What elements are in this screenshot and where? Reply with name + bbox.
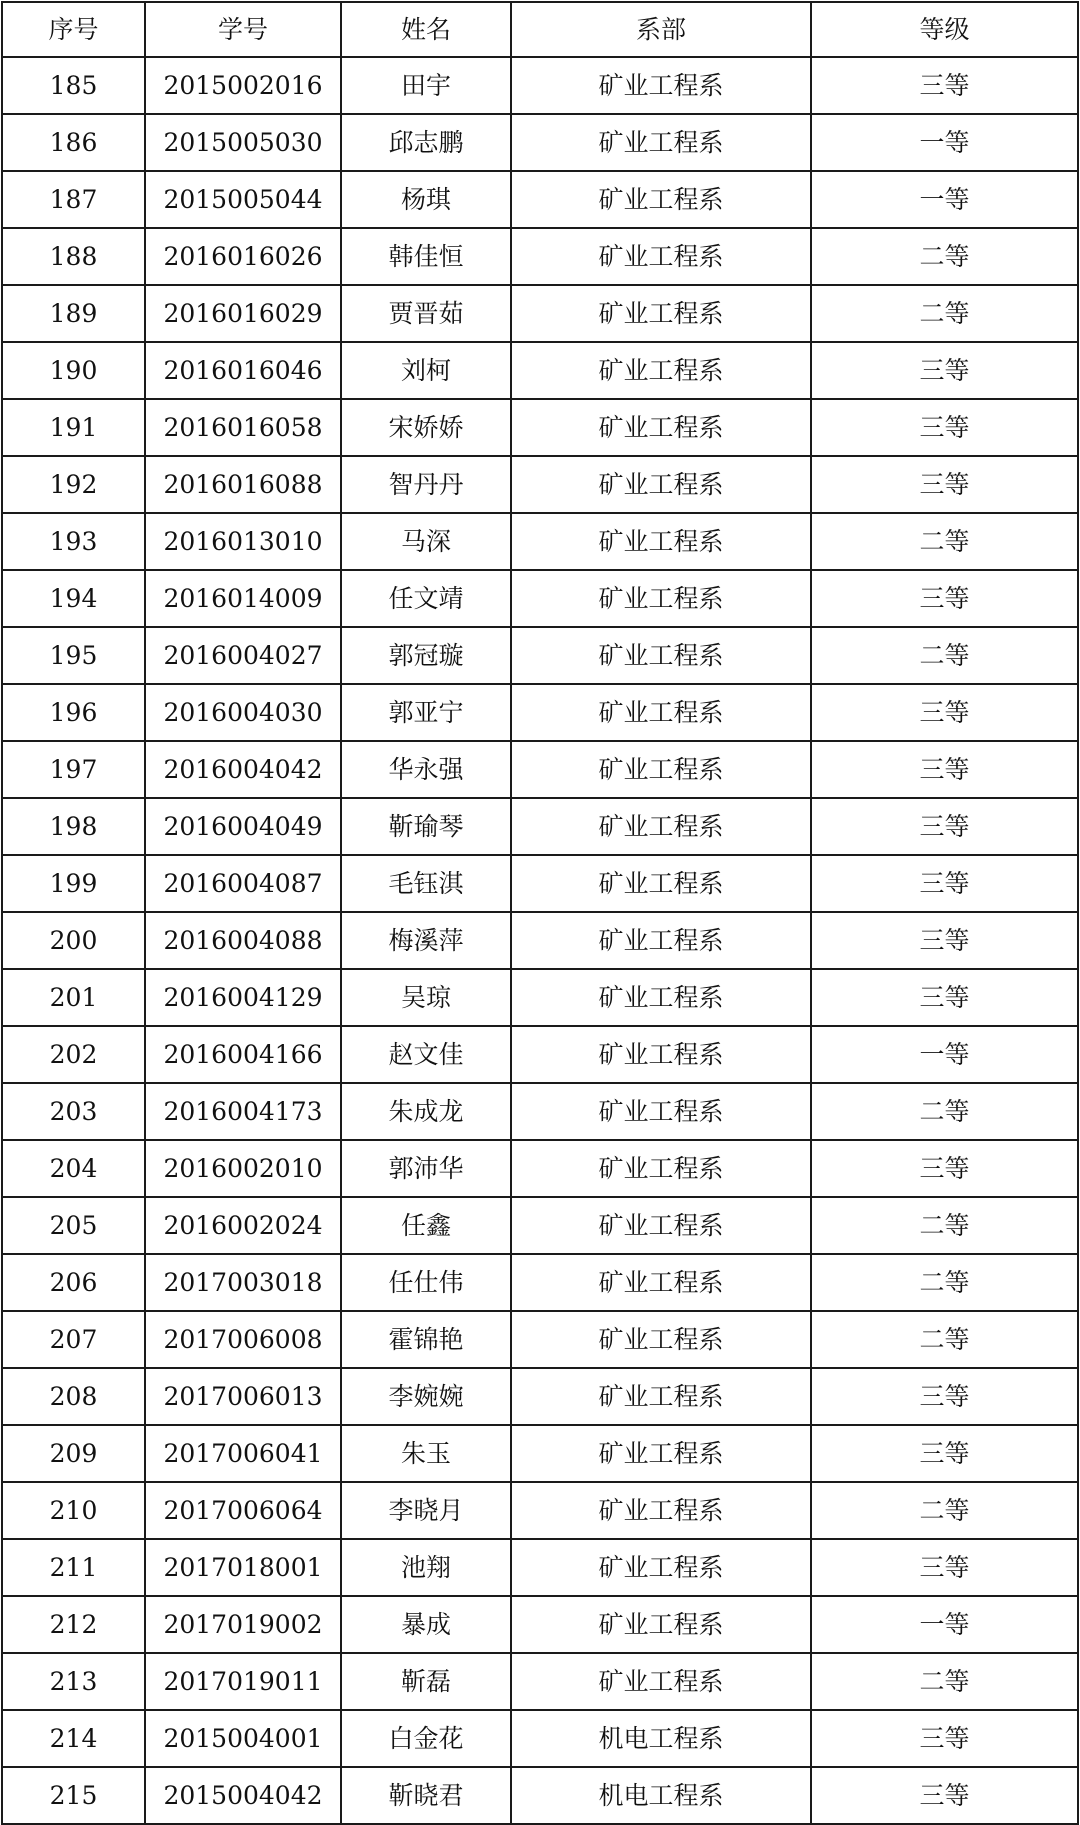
cell-seq: 190 bbox=[2, 342, 145, 399]
cell-grade: 二等 bbox=[811, 1083, 1078, 1140]
cell-grade: 二等 bbox=[811, 228, 1078, 285]
table-header bbox=[2, 2, 1078, 57]
cell-department: 矿业工程系 bbox=[511, 1425, 811, 1482]
cell-seq: 197 bbox=[2, 741, 145, 798]
cell-seq: 203 bbox=[2, 1083, 145, 1140]
cell-name: 任鑫 bbox=[341, 1197, 511, 1254]
cell-grade: 三等 bbox=[811, 399, 1078, 456]
cell-grade: 三等 bbox=[811, 1710, 1078, 1767]
header-row bbox=[2, 2, 1078, 57]
cell-grade: 三等 bbox=[811, 1425, 1078, 1482]
cell-student-id: 2016002024 bbox=[145, 1197, 341, 1254]
cell-seq: 187 bbox=[2, 171, 145, 228]
cell-name: 梅溪萍 bbox=[341, 912, 511, 969]
cell-seq: 199 bbox=[2, 855, 145, 912]
cell-seq: 206 bbox=[2, 1254, 145, 1311]
cell-name: 毛钰淇 bbox=[341, 855, 511, 912]
cell-department: 矿业工程系 bbox=[511, 855, 811, 912]
cell-seq: 207 bbox=[2, 1311, 145, 1368]
cell-department: 矿业工程系 bbox=[511, 1368, 811, 1425]
table-row bbox=[2, 1311, 1078, 1368]
cell-grade: 二等 bbox=[811, 1482, 1078, 1539]
cell-student-id: 2016004042 bbox=[145, 741, 341, 798]
cell-grade: 一等 bbox=[811, 1596, 1078, 1653]
cell-name: 靳磊 bbox=[341, 1653, 511, 1710]
cell-grade: 三等 bbox=[811, 969, 1078, 1026]
table-row bbox=[2, 1368, 1078, 1425]
cell-department: 矿业工程系 bbox=[511, 513, 811, 570]
cell-student-id: 2017006041 bbox=[145, 1425, 341, 1482]
cell-student-id: 2016016088 bbox=[145, 456, 341, 513]
cell-department: 矿业工程系 bbox=[511, 1539, 811, 1596]
cell-grade: 二等 bbox=[811, 285, 1078, 342]
cell-grade: 三等 bbox=[811, 855, 1078, 912]
cell-student-id: 2016004173 bbox=[145, 1083, 341, 1140]
cell-student-id: 2017006064 bbox=[145, 1482, 341, 1539]
cell-grade: 三等 bbox=[811, 798, 1078, 855]
cell-department: 机电工程系 bbox=[511, 1710, 811, 1767]
cell-grade: 三等 bbox=[811, 1539, 1078, 1596]
table-row bbox=[2, 1026, 1078, 1083]
cell-grade: 三等 bbox=[811, 912, 1078, 969]
cell-department: 矿业工程系 bbox=[511, 57, 811, 114]
cell-department: 矿业工程系 bbox=[511, 570, 811, 627]
cell-student-id: 2017006008 bbox=[145, 1311, 341, 1368]
table-row bbox=[2, 228, 1078, 285]
cell-department: 矿业工程系 bbox=[511, 114, 811, 171]
cell-name: 朱成龙 bbox=[341, 1083, 511, 1140]
cell-student-id: 2016016058 bbox=[145, 399, 341, 456]
cell-seq: 210 bbox=[2, 1482, 145, 1539]
cell-grade: 二等 bbox=[811, 1197, 1078, 1254]
cell-student-id: 2016004027 bbox=[145, 627, 341, 684]
cell-name: 靳瑜琴 bbox=[341, 798, 511, 855]
cell-department: 矿业工程系 bbox=[511, 969, 811, 1026]
cell-grade: 二等 bbox=[811, 1653, 1078, 1710]
table-row bbox=[2, 1425, 1078, 1482]
cell-student-id: 2016004166 bbox=[145, 1026, 341, 1083]
table-row bbox=[2, 798, 1078, 855]
table-row bbox=[2, 1539, 1078, 1596]
cell-seq: 186 bbox=[2, 114, 145, 171]
cell-name: 霍锦艳 bbox=[341, 1311, 511, 1368]
cell-name: 李晓月 bbox=[341, 1482, 511, 1539]
cell-department: 矿业工程系 bbox=[511, 399, 811, 456]
cell-department: 矿业工程系 bbox=[511, 1482, 811, 1539]
table-row bbox=[2, 1254, 1078, 1311]
cell-student-id: 2016002010 bbox=[145, 1140, 341, 1197]
cell-seq: 214 bbox=[2, 1710, 145, 1767]
cell-name: 华永强 bbox=[341, 741, 511, 798]
cell-seq: 209 bbox=[2, 1425, 145, 1482]
cell-department: 矿业工程系 bbox=[511, 798, 811, 855]
cell-student-id: 2016004129 bbox=[145, 969, 341, 1026]
cell-seq: 205 bbox=[2, 1197, 145, 1254]
cell-name: 宋娇娇 bbox=[341, 399, 511, 456]
cell-grade: 三等 bbox=[811, 342, 1078, 399]
table-row bbox=[2, 456, 1078, 513]
cell-grade: 二等 bbox=[811, 1254, 1078, 1311]
table-row bbox=[2, 1710, 1078, 1767]
cell-student-id: 2016013010 bbox=[145, 513, 341, 570]
cell-grade: 三等 bbox=[811, 456, 1078, 513]
cell-name: 吴琼 bbox=[341, 969, 511, 1026]
cell-student-id: 2015002016 bbox=[145, 57, 341, 114]
cell-student-id: 2015005044 bbox=[145, 171, 341, 228]
cell-department: 矿业工程系 bbox=[511, 1083, 811, 1140]
cell-student-id: 2016004030 bbox=[145, 684, 341, 741]
table-row bbox=[2, 114, 1078, 171]
cell-department: 矿业工程系 bbox=[511, 171, 811, 228]
cell-student-id: 2015005030 bbox=[145, 114, 341, 171]
cell-student-id: 2016016029 bbox=[145, 285, 341, 342]
cell-name: 刘柯 bbox=[341, 342, 511, 399]
table-row bbox=[2, 1083, 1078, 1140]
cell-department: 矿业工程系 bbox=[511, 1311, 811, 1368]
table-row bbox=[2, 513, 1078, 570]
cell-name: 田宇 bbox=[341, 57, 511, 114]
cell-department: 矿业工程系 bbox=[511, 684, 811, 741]
cell-grade: 一等 bbox=[811, 171, 1078, 228]
cell-seq: 215 bbox=[2, 1767, 145, 1824]
cell-name: 郭冠璇 bbox=[341, 627, 511, 684]
cell-name: 杨琪 bbox=[341, 171, 511, 228]
table-row bbox=[2, 855, 1078, 912]
cell-seq: 192 bbox=[2, 456, 145, 513]
cell-name: 韩佳恒 bbox=[341, 228, 511, 285]
cell-student-id: 2017003018 bbox=[145, 1254, 341, 1311]
table-row bbox=[2, 1482, 1078, 1539]
header-name: 姓名 bbox=[341, 2, 511, 57]
cell-grade: 三等 bbox=[811, 741, 1078, 798]
table-row bbox=[2, 1140, 1078, 1197]
cell-seq: 188 bbox=[2, 228, 145, 285]
table-row bbox=[2, 342, 1078, 399]
cell-name: 郭亚宁 bbox=[341, 684, 511, 741]
cell-name: 任文靖 bbox=[341, 570, 511, 627]
table-row bbox=[2, 285, 1078, 342]
cell-seq: 208 bbox=[2, 1368, 145, 1425]
cell-seq: 195 bbox=[2, 627, 145, 684]
cell-seq: 200 bbox=[2, 912, 145, 969]
cell-department: 矿业工程系 bbox=[511, 741, 811, 798]
cell-student-id: 2016014009 bbox=[145, 570, 341, 627]
cell-grade: 一等 bbox=[811, 1026, 1078, 1083]
cell-name: 李婉婉 bbox=[341, 1368, 511, 1425]
cell-seq: 198 bbox=[2, 798, 145, 855]
cell-department: 矿业工程系 bbox=[511, 627, 811, 684]
cell-department: 矿业工程系 bbox=[511, 285, 811, 342]
cell-name: 朱玉 bbox=[341, 1425, 511, 1482]
header-grade: 等级 bbox=[811, 2, 1078, 57]
cell-student-id: 2017018001 bbox=[145, 1539, 341, 1596]
cell-student-id: 2017019002 bbox=[145, 1596, 341, 1653]
cell-grade: 二等 bbox=[811, 513, 1078, 570]
cell-grade: 三等 bbox=[811, 57, 1078, 114]
table-row bbox=[2, 1767, 1078, 1824]
cell-student-id: 2017006013 bbox=[145, 1368, 341, 1425]
cell-seq: 202 bbox=[2, 1026, 145, 1083]
cell-name: 贾晋茹 bbox=[341, 285, 511, 342]
header-student-id: 学号 bbox=[145, 2, 341, 57]
table-row bbox=[2, 1596, 1078, 1653]
table-row bbox=[2, 399, 1078, 456]
cell-student-id: 2015004001 bbox=[145, 1710, 341, 1767]
table-row bbox=[2, 570, 1078, 627]
cell-seq: 193 bbox=[2, 513, 145, 570]
cell-name: 马深 bbox=[341, 513, 511, 570]
cell-seq: 212 bbox=[2, 1596, 145, 1653]
student-award-table bbox=[1, 1, 1079, 1825]
cell-seq: 204 bbox=[2, 1140, 145, 1197]
cell-department: 矿业工程系 bbox=[511, 1026, 811, 1083]
cell-grade: 三等 bbox=[811, 570, 1078, 627]
cell-seq: 185 bbox=[2, 57, 145, 114]
cell-student-id: 2016004049 bbox=[145, 798, 341, 855]
cell-seq: 213 bbox=[2, 1653, 145, 1710]
cell-seq: 196 bbox=[2, 684, 145, 741]
cell-seq: 191 bbox=[2, 399, 145, 456]
table-row bbox=[2, 1653, 1078, 1710]
cell-name: 池翔 bbox=[341, 1539, 511, 1596]
cell-grade: 二等 bbox=[811, 1311, 1078, 1368]
cell-name: 白金花 bbox=[341, 1710, 511, 1767]
cell-student-id: 2016016046 bbox=[145, 342, 341, 399]
table-row bbox=[2, 57, 1078, 114]
cell-name: 郭沛华 bbox=[341, 1140, 511, 1197]
cell-seq: 194 bbox=[2, 570, 145, 627]
cell-department: 矿业工程系 bbox=[511, 228, 811, 285]
table-row bbox=[2, 741, 1078, 798]
table-row bbox=[2, 1197, 1078, 1254]
cell-department: 矿业工程系 bbox=[511, 912, 811, 969]
cell-seq: 201 bbox=[2, 969, 145, 1026]
cell-student-id: 2017019011 bbox=[145, 1653, 341, 1710]
table-row bbox=[2, 912, 1078, 969]
cell-name: 任仕伟 bbox=[341, 1254, 511, 1311]
table-row bbox=[2, 684, 1078, 741]
cell-department: 矿业工程系 bbox=[511, 1596, 811, 1653]
cell-department: 矿业工程系 bbox=[511, 1653, 811, 1710]
cell-department: 机电工程系 bbox=[511, 1767, 811, 1824]
cell-name: 智丹丹 bbox=[341, 456, 511, 513]
table-row bbox=[2, 627, 1078, 684]
cell-department: 矿业工程系 bbox=[511, 1197, 811, 1254]
cell-student-id: 2016016026 bbox=[145, 228, 341, 285]
header-seq: 序号 bbox=[2, 2, 145, 57]
cell-student-id: 2016004087 bbox=[145, 855, 341, 912]
cell-department: 矿业工程系 bbox=[511, 1140, 811, 1197]
cell-seq: 189 bbox=[2, 285, 145, 342]
header-department: 系部 bbox=[511, 2, 811, 57]
cell-grade: 一等 bbox=[811, 114, 1078, 171]
cell-department: 矿业工程系 bbox=[511, 1254, 811, 1311]
cell-grade: 二等 bbox=[811, 627, 1078, 684]
cell-seq: 211 bbox=[2, 1539, 145, 1596]
table-body bbox=[2, 57, 1078, 1824]
cell-name: 赵文佳 bbox=[341, 1026, 511, 1083]
cell-grade: 三等 bbox=[811, 1767, 1078, 1824]
cell-name: 暴成 bbox=[341, 1596, 511, 1653]
table-row bbox=[2, 171, 1078, 228]
cell-grade: 三等 bbox=[811, 1140, 1078, 1197]
cell-department: 矿业工程系 bbox=[511, 456, 811, 513]
cell-name: 邱志鹏 bbox=[341, 114, 511, 171]
cell-grade: 三等 bbox=[811, 684, 1078, 741]
cell-department: 矿业工程系 bbox=[511, 342, 811, 399]
cell-name: 靳晓君 bbox=[341, 1767, 511, 1824]
table-row bbox=[2, 969, 1078, 1026]
cell-grade: 三等 bbox=[811, 1368, 1078, 1425]
cell-student-id: 2016004088 bbox=[145, 912, 341, 969]
cell-student-id: 2015004042 bbox=[145, 1767, 341, 1824]
